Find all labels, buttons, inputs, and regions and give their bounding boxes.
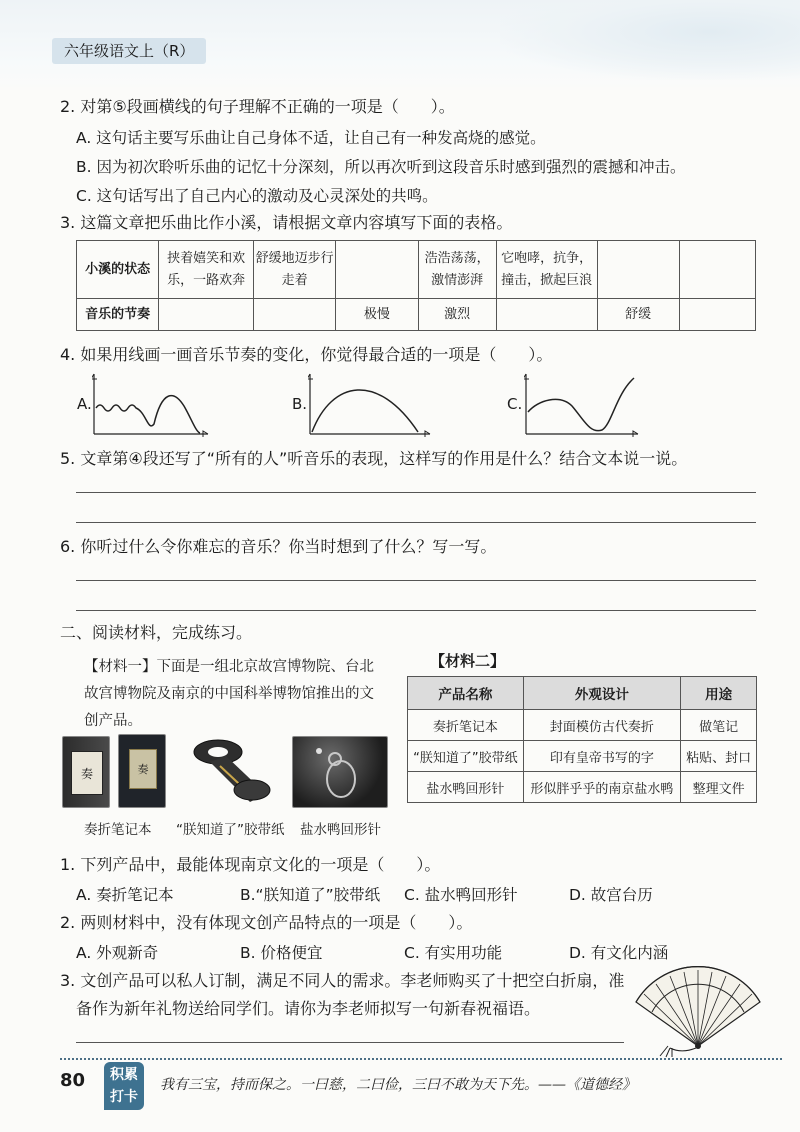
s2-question-1-stem: 1. 下列产品中，最能体现南京文化的一项是（ ）。: [60, 855, 441, 874]
table-cell: 粘贴、封口: [681, 741, 757, 772]
s2-question-2-stem: 2. 两则材料中，没有体现文创产品特点的一项是（ ）。: [60, 913, 473, 932]
product-table: [407, 676, 757, 803]
badge-line-2: 打卡: [110, 1089, 138, 1105]
s2-question-1-option-a[interactable]: A. 奏折笔记本: [76, 886, 174, 904]
page-number: 80: [60, 1070, 86, 1091]
notebook-label: 奏: [129, 749, 157, 789]
table-cell-blank[interactable]: [679, 241, 755, 299]
question-2-option-b[interactable]: B. 因为初次聆听乐曲的记忆十分深刻，所以再次听到这段音乐时感到强烈的震撼和冲击。: [76, 158, 686, 176]
curve-b-label[interactable]: B.: [292, 395, 308, 413]
table-cell: 形似胖乎乎的南京盐水鸭: [523, 772, 680, 803]
table-cell-blank[interactable]: [253, 299, 335, 331]
table-cell-blank[interactable]: [679, 299, 755, 331]
notebook-cover: 奏: [71, 751, 103, 795]
table-header: 产品名称: [408, 677, 524, 710]
table-cell: 浩浩荡荡，激情澎湃: [418, 241, 496, 299]
badge-line-1: 积累: [110, 1067, 138, 1083]
question-6-stem: 6. 你听过什么令你难忘的音乐？你当时想到了什么？写一写。: [60, 537, 497, 556]
table-cell: 挟着嬉笑和欢乐，一路欢奔: [159, 241, 254, 299]
answer-line[interactable]: [76, 1042, 624, 1043]
table-cell: 舒缓: [597, 299, 679, 331]
table-cell: 印有皇帝书写的字: [523, 741, 680, 772]
s2-question-3-line2: 备作为新年礼物送给同学们。请你为李老师拟写一句新春祝福语。: [76, 999, 541, 1018]
table-row-header: 音乐的节奏: [77, 299, 159, 331]
curve-c-label[interactable]: C.: [507, 395, 523, 413]
table-header: 用途: [681, 677, 757, 710]
daily-quote: 我有三宝，持而保之。一曰慈，二曰俭，三曰不敢为天下先。——《道德经》: [160, 1077, 636, 1093]
s2-question-1-option-d[interactable]: D. 故宫台历: [569, 886, 653, 904]
s2-question-1-option-c[interactable]: C. 盐水鸭回形针: [404, 886, 518, 904]
s2-question-3-line1: 3. 文创产品可以私人订制，满足不同人的需求。李老师购买了十把空白折扇，准: [60, 971, 625, 990]
table-cell: 它咆哮，抗争，撞击，掀起巨浪: [496, 241, 597, 299]
duck-clip-icon: [293, 737, 389, 809]
question-2-option-a[interactable]: A. 这句话主要写乐曲让自己身体不适，让自己有一种发高烧的感觉。: [76, 129, 546, 147]
s2-question-2-option-d[interactable]: D. 有文化内涵: [569, 944, 669, 962]
answer-line[interactable]: [76, 610, 756, 611]
stream-music-table: [76, 240, 756, 331]
section-2-title: 二、阅读材料，完成练习。: [60, 623, 253, 642]
tape-photo: [190, 730, 280, 810]
folding-fan-icon: [630, 966, 766, 1058]
curve-b-graph[interactable]: [308, 372, 432, 438]
s2-question-1-option-b[interactable]: B.“朕知道了”胶带纸: [240, 886, 381, 904]
caption-notebook: 奏折笔记本: [84, 822, 152, 838]
table-cell: 激烈: [418, 299, 496, 331]
book-title: 六年级语文上（R）: [52, 38, 206, 64]
curve-c-graph[interactable]: [524, 372, 640, 438]
s2-question-2-option-a[interactable]: A. 外观新奇: [76, 944, 159, 962]
s2-question-2-option-b[interactable]: B. 价格便宜: [240, 944, 323, 962]
s2-question-2-option-c[interactable]: C. 有实用功能: [404, 944, 503, 962]
question-2-stem: 2. 对第⑤段画横线的句子理解不正确的一项是（ ）。: [60, 97, 455, 116]
curve-a-graph[interactable]: [92, 372, 210, 438]
material-2-title: 【材料二】: [430, 652, 506, 670]
curve-a-label[interactable]: A.: [77, 395, 92, 413]
notebook-photo-1: [62, 736, 110, 808]
question-2-option-c[interactable]: C. 这句话写出了自己内心的激动及心灵深处的共鸣。: [76, 187, 438, 205]
table-cell-blank[interactable]: [159, 299, 254, 331]
caption-tape: “朕知道了”胶带纸: [176, 822, 285, 838]
table-cell: 整理文件: [681, 772, 757, 803]
question-4-stem: 4. 如果用线画一画音乐节奏的变化，你觉得最合适的一项是（ ）。: [60, 345, 553, 364]
answer-line[interactable]: [76, 492, 756, 493]
table-cell: 封面模仿古代奏折: [523, 710, 680, 741]
answer-line[interactable]: [76, 522, 756, 523]
table-cell: “朕知道了”胶带纸: [408, 741, 524, 772]
duck-clip-photo: [292, 736, 388, 808]
table-cell: 做笔记: [681, 710, 757, 741]
footer-divider: [60, 1058, 782, 1060]
table-cell-blank[interactable]: [496, 299, 597, 331]
table-cell: 舒缓地迈步行走着: [253, 241, 335, 299]
caption-clip: 盐水鸭回形针: [300, 822, 381, 838]
table-cell-blank[interactable]: [597, 241, 679, 299]
header-cloud-decoration: [500, 0, 800, 80]
answer-line[interactable]: [76, 580, 756, 581]
table-header: 外观设计: [523, 677, 680, 710]
question-5-stem: 5. 文章第④段还写了“所有的人”听音乐的表现，这样写的作用是什么？结合文本说一说。: [60, 449, 688, 468]
table-cell-blank[interactable]: [336, 241, 418, 299]
material-1-text: 【材料一】下面是一组北京故宫博物院、台北故宫博物院及南京的中国科举博物馆推出的文创产品。: [84, 659, 374, 729]
table-cell: 极慢: [336, 299, 418, 331]
notebook-photo-2: [118, 734, 166, 808]
accumulate-badge: [104, 1062, 144, 1110]
question-3-stem: 3. 这篇文章把乐曲比作小溪，请根据文章内容填写下面的表格。: [60, 213, 513, 232]
table-cell: 盐水鸭回形针: [408, 772, 524, 803]
table-row-header: 小溪的状态: [77, 241, 159, 299]
table-cell: 奏折笔记本: [408, 710, 524, 741]
